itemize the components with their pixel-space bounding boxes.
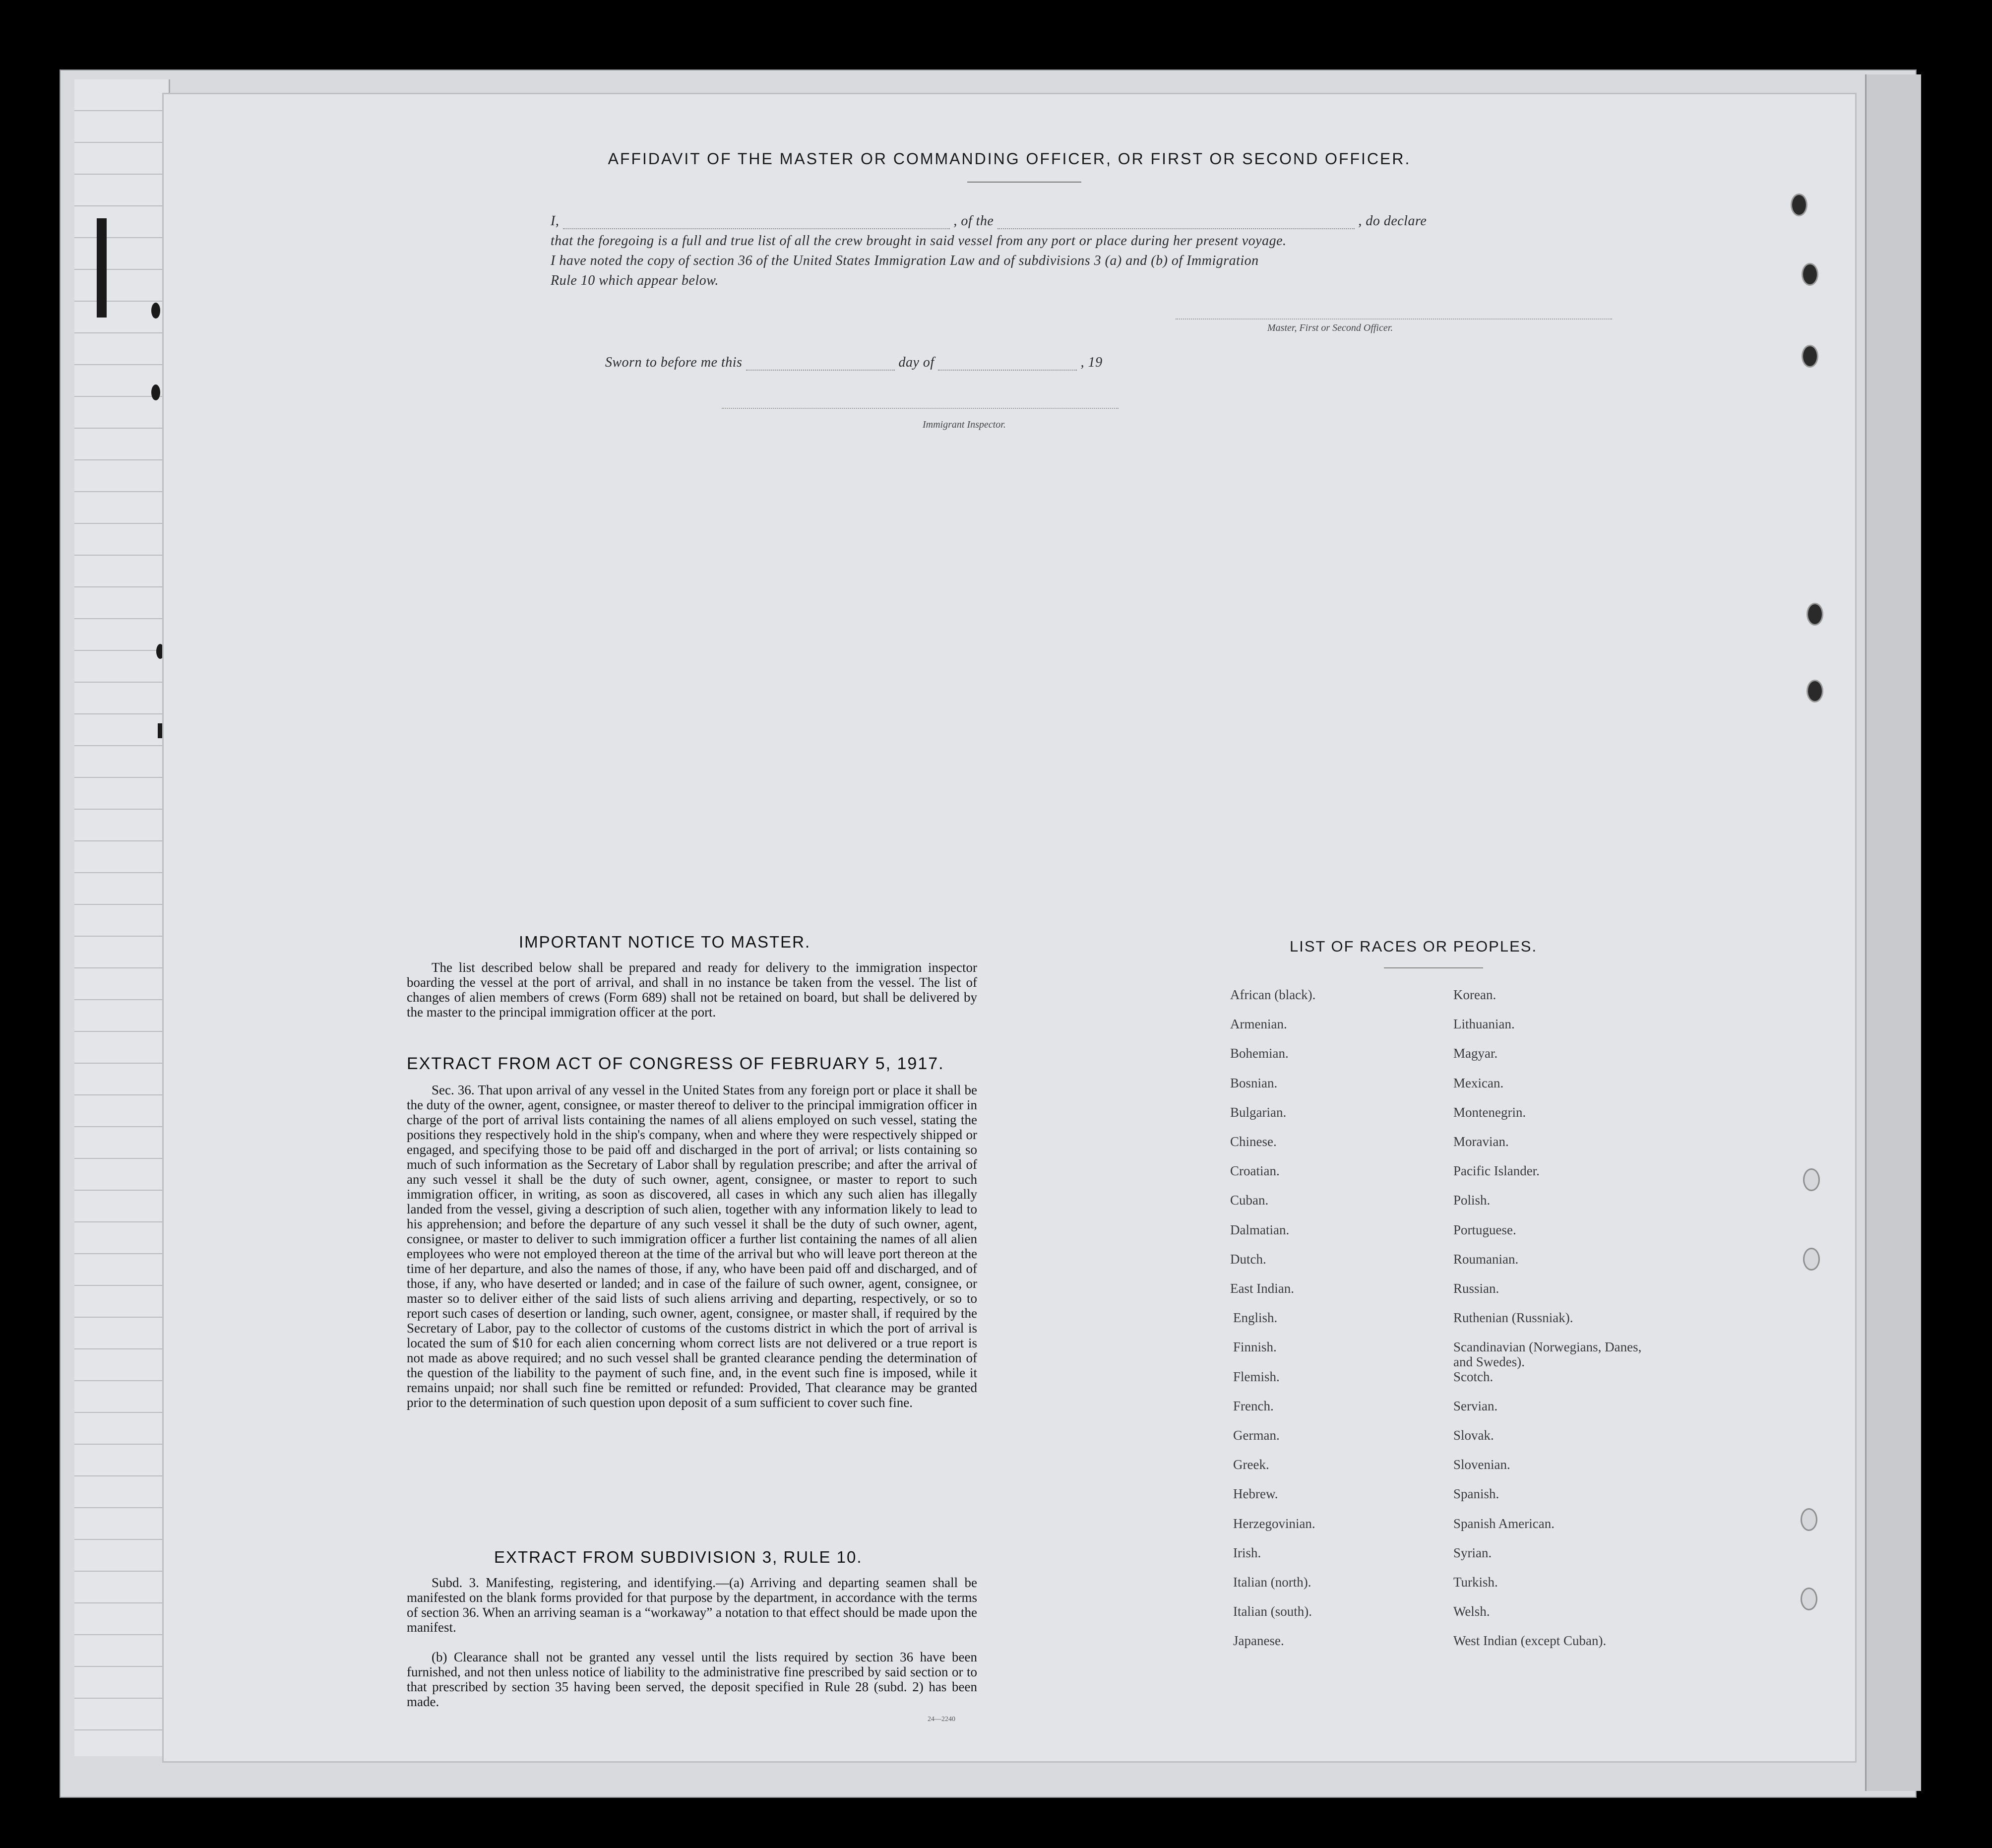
declare-text: , do declare	[1358, 213, 1427, 229]
race-item: French.	[1233, 1399, 1274, 1413]
race-item: Bulgarian.	[1230, 1105, 1287, 1120]
race-item: West Indian (except Cuban).	[1453, 1633, 1607, 1648]
punch-hole	[1801, 1588, 1817, 1610]
race-item: Roumanian.	[1453, 1252, 1519, 1267]
rule-extract-body-b: (b) Clearance shall not be granted any vessel until the lists required by section 36 have been furnished, and not then unless notice of liability to the administrative fine prescribed by said section or to that prescribed by section 35 having been served, the deposit specified in Rule 28 (subd. 2) has been made.	[407, 1650, 977, 1709]
rule-extract-body-a: Subd. 3. Manifesting, registering, and identifying.—(a) Arriving and departing seamen shall be manifested on the blank forms provided for that purpose by the department, in accordance with the terms of section 36. When an arriving seaman is a “workaway” a notation to that effect should be made upon the manifest.	[407, 1575, 977, 1635]
race-item: Scandinavian (Norwegians, Danes, and Swedes).	[1453, 1339, 1642, 1369]
race-item: Italian (north).	[1233, 1575, 1311, 1590]
document-page	[164, 94, 1855, 1761]
race-item: Bosnian.	[1230, 1076, 1278, 1090]
races-title: LIST OF RACES OR PEOPLES.	[1290, 938, 1538, 955]
declaration-line-3: I have noted the copy of section 36 of the United States Immigration Law and of subdivisions 3 (a) and (b) of Immigration	[551, 253, 1259, 268]
race-item: German.	[1233, 1428, 1280, 1443]
declarant-prefix: I,	[551, 213, 560, 229]
inspector-signature-line[interactable]	[722, 408, 1119, 409]
punch-hole	[1802, 263, 1818, 286]
rule-extract-title: EXTRACT FROM SUBDIVISION 3, RULE 10.	[494, 1548, 863, 1566]
margin-mark	[97, 218, 107, 318]
act-extract-title: EXTRACT FROM ACT OF CONGRESS OF FEBRUARY 5, 1917.	[407, 1054, 944, 1073]
race-item: Chinese.	[1230, 1134, 1277, 1149]
race-item: Pacific Islander.	[1453, 1163, 1540, 1178]
margin-mark	[151, 303, 160, 319]
punch-hole	[1803, 1248, 1820, 1271]
sworn-line	[605, 355, 1349, 371]
race-item: Italian (south).	[1233, 1604, 1312, 1619]
back-sheet-edge	[1865, 74, 1921, 1791]
race-item: Polish.	[1453, 1193, 1491, 1208]
year-text: , 19	[1080, 355, 1103, 370]
ledger-page-edge	[74, 79, 170, 1756]
punch-hole	[1806, 603, 1823, 626]
race-item: East Indian.	[1230, 1281, 1294, 1296]
race-item: Hebrew.	[1233, 1486, 1278, 1501]
race-item: Bohemian.	[1230, 1046, 1289, 1061]
race-item: Dalmatian.	[1230, 1222, 1290, 1237]
punch-hole	[1791, 193, 1807, 216]
race-item: Montenegrin.	[1453, 1105, 1526, 1120]
master-signature-label: Master, First or Second Officer.	[1267, 322, 1393, 333]
race-item: Scotch.	[1453, 1369, 1494, 1384]
race-item: Croatian.	[1230, 1163, 1280, 1178]
of-the-text: , of the	[953, 213, 994, 229]
race-item: Irish.	[1233, 1545, 1261, 1560]
race-item: Spanish.	[1453, 1486, 1499, 1501]
punch-hole	[1806, 680, 1823, 702]
race-item: Lithuanian.	[1453, 1017, 1515, 1031]
race-item: Ruthenian (Russniak).	[1453, 1310, 1573, 1325]
sworn-text: Sworn to before me this	[605, 355, 743, 370]
affidavit-title: AFFIDAVIT OF THE MASTER OR COMMANDING OFFICER, OR FIRST OR SECOND OFFICER.	[608, 150, 1411, 168]
race-item: Cuban.	[1230, 1193, 1269, 1208]
declaration-line-2: that the foregoing is a full and true list of all the crew brought in said vessel from any port or place during her present voyage.	[551, 233, 1287, 249]
race-item: Spanish American.	[1453, 1516, 1555, 1531]
race-item: Slovak.	[1453, 1428, 1494, 1443]
inspector-signature-label: Immigrant Inspector.	[923, 419, 1006, 430]
day-of-text: day of	[898, 355, 934, 370]
sworn-day-field[interactable]	[746, 357, 895, 371]
race-item: Dutch.	[1230, 1252, 1266, 1267]
act-extract-body: Sec. 36. That upon arrival of any vessel in the United States from any foreign port or place it shall be the duty of the owner, agent, consignee, or master thereof to deliver to the principal immigration officer in charge of the port of arrival lists containing the names of all aliens employed on such vessel, stating the positions they respectively hold in the ship's company, when and where they were respectively shipped or engaged, and specifying those to be paid off and discharged in the port of arrival; or lists containing so much of such information as the Secretary of Labor shall by regulation prescribe; and after the arrival of any such vessel it shall be the duty of such owner, agent, consignee, or master to report to such immigration officer, in writing, as soon as discovered, all cases in which any such alien has illegally landed from the vessel, giving a description of such alien, together with any information likely to lead to his apprehension; and before the departure of any such vessel it shall be the duty of such owner, agent, consignee, or master to deliver to such immigration officer a further list containing the names of all alien employees who were not employed thereon at the time of the arrival but who will leave port thereon at the time of her departure, and also the names of those, if any, who have been paid off and discharged, and of those, if any, who have deserted or landed; and in case of the failure of such owner, agent, consignee, or master so to deliver either of the said lists of such aliens arriving and departing, respectively, or so to report such cases of desertion or landing, such owner, agent, consignee, or master shall, if required by the Secretary of Labor, pay to the collector of customs of the customs district in which the port of arrival is located the sum of $10 for each alien concerning whom correct lists are not delivered or a true report is not made as above required; and no such vessel shall be granted clearance pending the determination of the question of the liability to the payment of such fine, and, in the event such fine is imposed, while it remains unpaid; nor shall such fine be remitted or refunded: Provided, That clearance may be granted prior to the determination of such question upon deposit of a sum sufficient to cover such fine.	[407, 1083, 977, 1410]
race-item: Syrian.	[1453, 1545, 1492, 1560]
races-title-rule	[1384, 967, 1483, 968]
declaration-line-1	[551, 213, 1647, 229]
title-rule	[967, 182, 1081, 183]
race-item: Moravian.	[1453, 1134, 1509, 1149]
punch-hole	[1801, 1508, 1817, 1531]
race-item: Flemish.	[1233, 1369, 1280, 1384]
race-item: Armenian.	[1230, 1017, 1287, 1031]
punch-hole	[1802, 345, 1818, 368]
margin-mark	[156, 644, 164, 659]
punch-hole	[1803, 1168, 1820, 1191]
race-item: Turkish.	[1453, 1575, 1498, 1590]
race-item: Herzegovinian.	[1233, 1516, 1315, 1531]
form-code: 24—2240	[928, 1716, 955, 1723]
race-item: Servian.	[1453, 1399, 1498, 1413]
race-item: Magyar.	[1453, 1046, 1498, 1061]
notice-title: IMPORTANT NOTICE TO MASTER.	[519, 933, 811, 951]
race-item: Portuguese.	[1453, 1222, 1516, 1237]
race-item: African (black).	[1230, 987, 1316, 1002]
race-item: Russian.	[1453, 1281, 1499, 1296]
race-item: Mexican.	[1453, 1076, 1504, 1090]
race-item: Korean.	[1453, 987, 1496, 1002]
race-item: Japanese.	[1233, 1633, 1284, 1648]
sworn-month-field[interactable]	[938, 357, 1077, 371]
race-item: Slovenian.	[1453, 1457, 1510, 1472]
margin-mark	[151, 384, 160, 400]
notice-body: The list described below shall be prepared and ready for delivery to the immigration inspector boarding the vessel at the port of arrival, and shall in no instance be taken from the vessel. The list of changes of alien members of crews (Form 689) shall not be retained on board, but shall be delivered by the master to the principal immigration officer at the port.	[407, 960, 977, 1020]
race-item: Greek.	[1233, 1457, 1269, 1472]
race-item: Welsh.	[1453, 1604, 1490, 1619]
race-item: Finnish.	[1233, 1339, 1277, 1354]
vessel-name-field[interactable]	[997, 215, 1355, 229]
declarant-name-field[interactable]	[563, 215, 950, 229]
race-item: English.	[1233, 1310, 1278, 1325]
declaration-line-4: Rule 10 which appear below.	[551, 273, 719, 288]
